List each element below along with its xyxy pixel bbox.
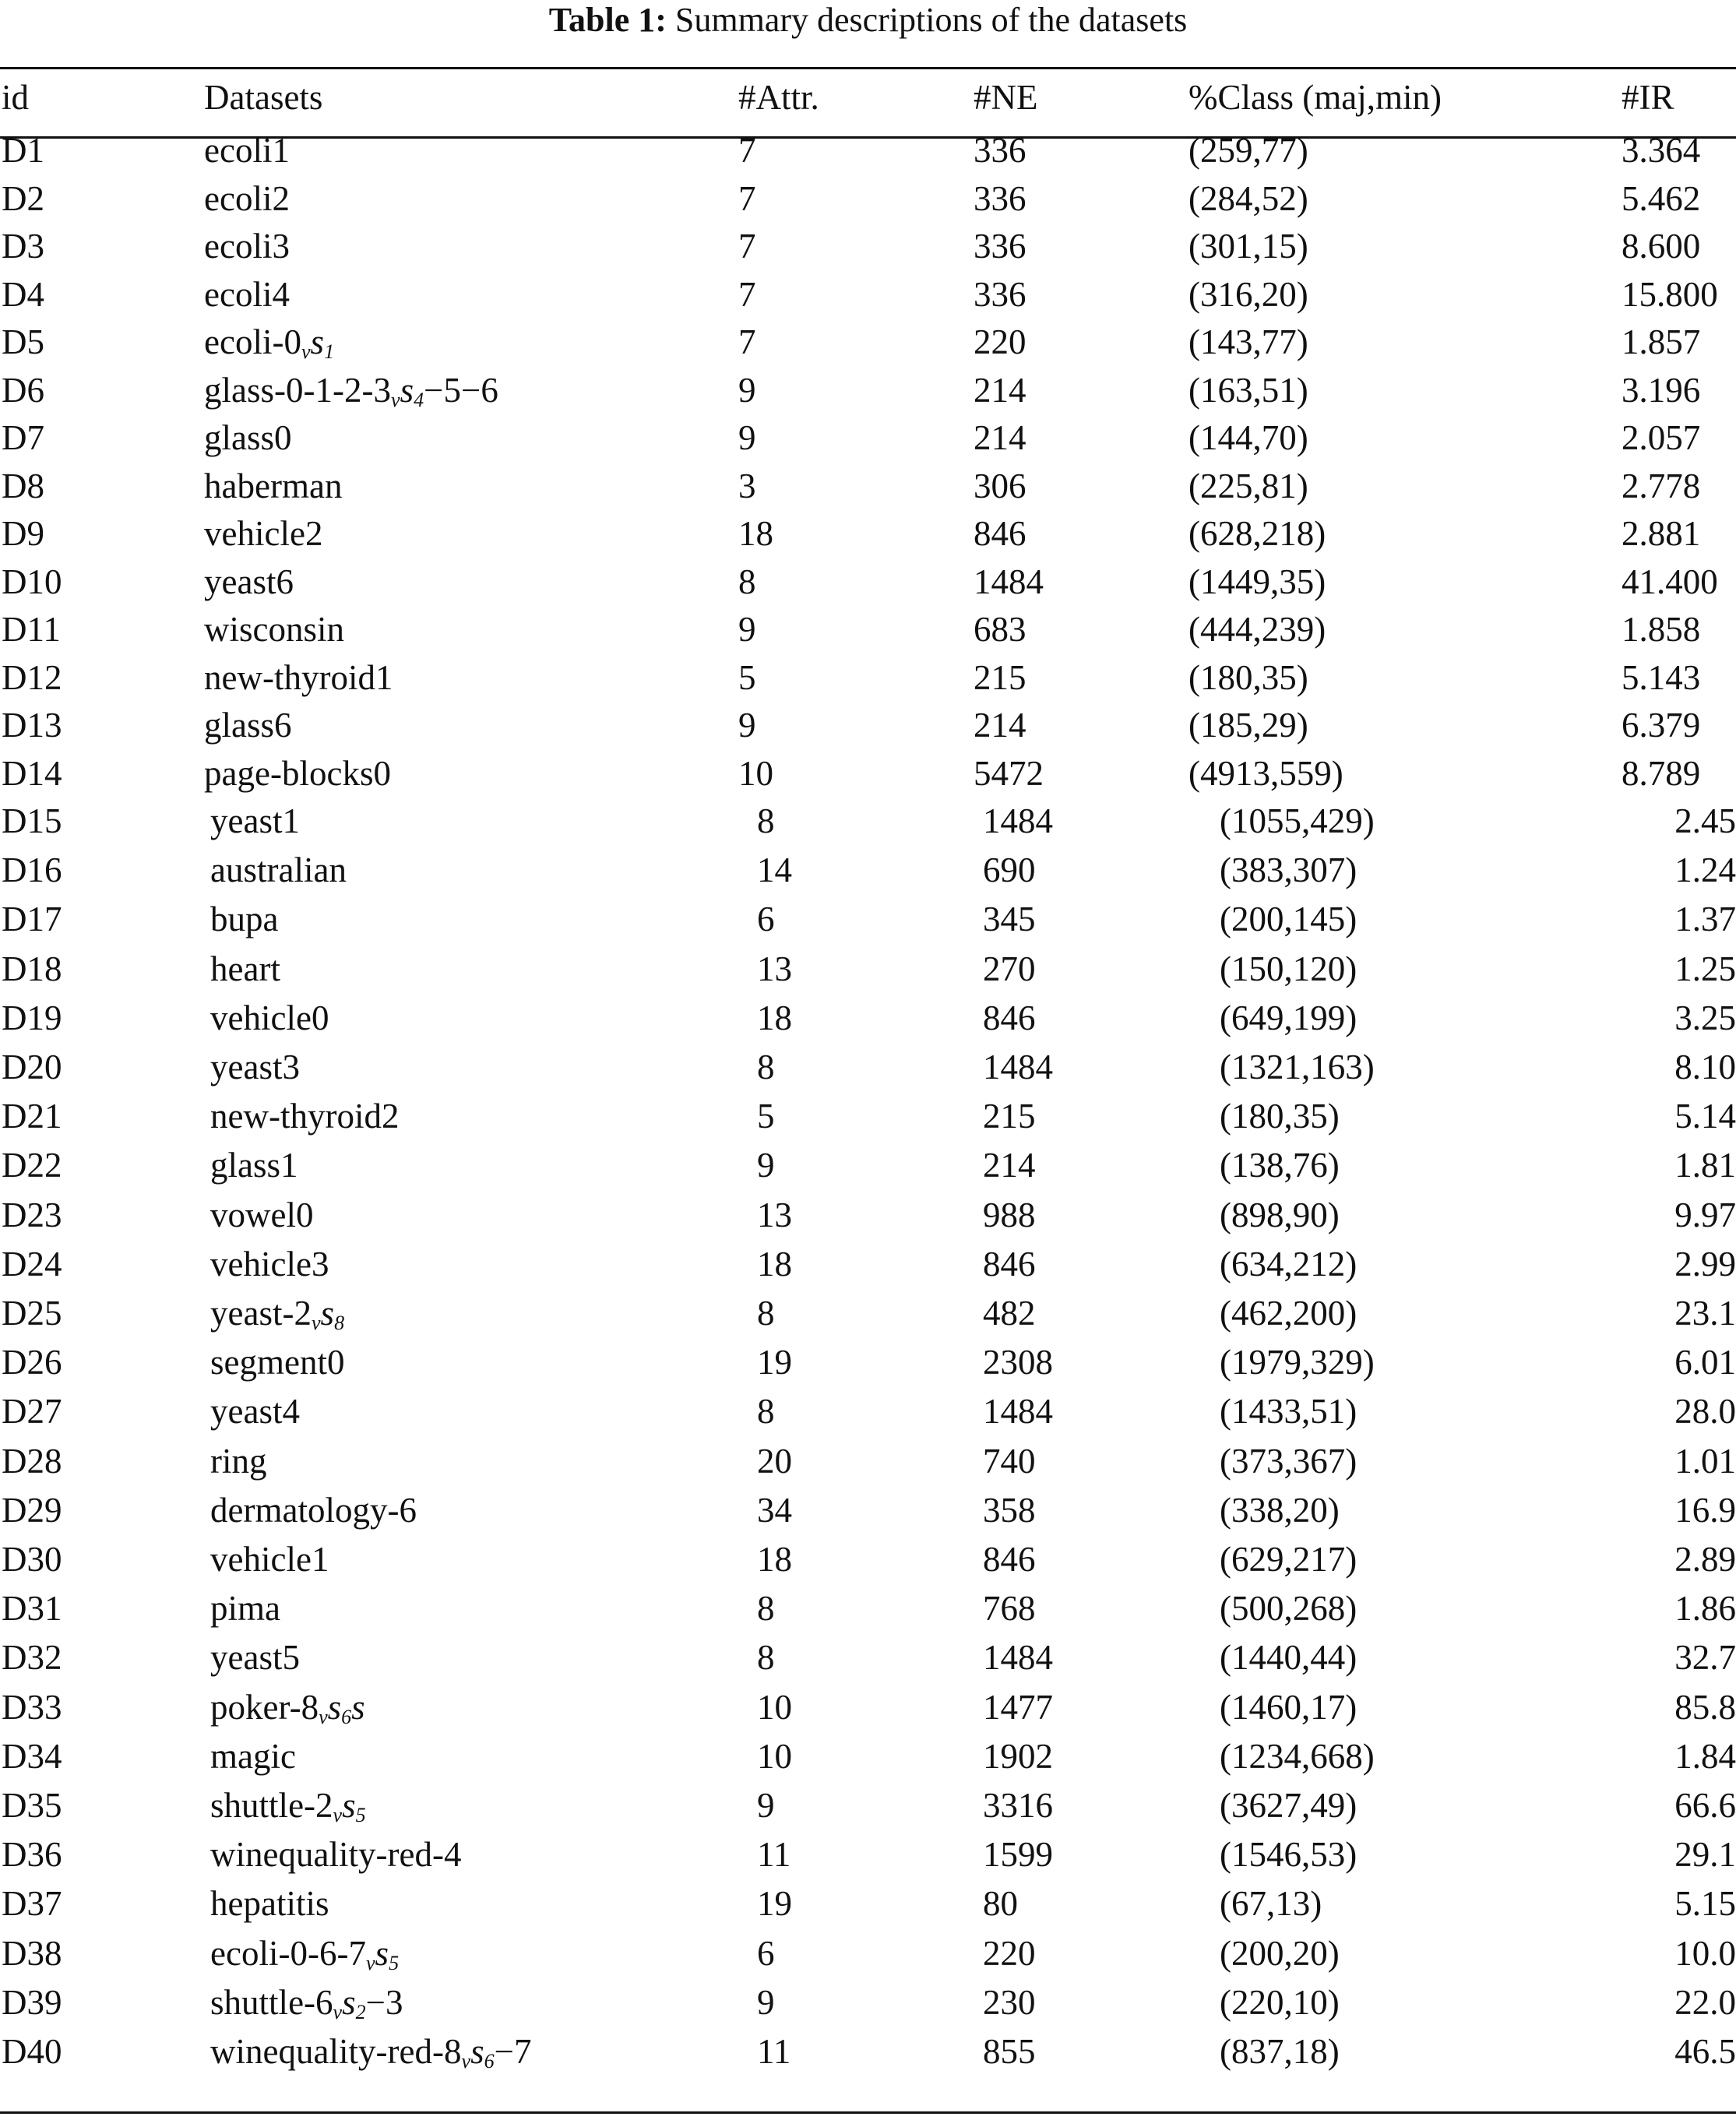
cell-class: (200,20) xyxy=(1220,1933,1340,1973)
header-class: %Class (maj,min) xyxy=(1188,78,1442,117)
cell-attr: 10 xyxy=(757,1736,792,1776)
cell-attr: 18 xyxy=(738,514,773,553)
cell-dataset: new-thyroid2 xyxy=(210,1097,400,1136)
cell-attr: 5 xyxy=(738,657,756,697)
cell-ir: 32.7 xyxy=(1674,1638,1736,1678)
cell-class: (1440,44) xyxy=(1220,1638,1357,1678)
cell-dataset: heart xyxy=(210,949,280,988)
cell-dataset: vehicle2 xyxy=(204,514,323,553)
cell-attr: 8 xyxy=(757,1638,775,1678)
cell-ne: 80 xyxy=(983,1884,1018,1924)
cell-ir: 9.97 xyxy=(1674,1195,1736,1234)
cell-id: D5 xyxy=(2,322,44,361)
cell-dataset: glass0 xyxy=(204,418,292,457)
cell-id: D30 xyxy=(2,1540,62,1579)
cell-attr: 9 xyxy=(738,418,756,457)
cell-attr: 18 xyxy=(757,1540,792,1579)
caption-text: Summary descriptions of the datasets xyxy=(674,1,1188,39)
cell-ne: 1484 xyxy=(983,1048,1053,1086)
cell-attr: 13 xyxy=(757,949,792,988)
table-row xyxy=(0,1732,1736,1780)
cell-class: (629,217) xyxy=(1220,1540,1357,1579)
cell-dataset: poker-$8_vs_6s$ xyxy=(210,1687,365,1728)
table-row xyxy=(0,1437,1736,1485)
cell-class: (837,18) xyxy=(1220,2032,1340,2071)
cell-ne: 683 xyxy=(974,610,1026,649)
cell-dataset: magic xyxy=(210,1736,296,1776)
cell-ne: 1484 xyxy=(983,1638,1053,1678)
cell-attr: 10 xyxy=(757,1687,792,1727)
cell-dataset: haberman xyxy=(204,466,343,505)
cell-ne: 1484 xyxy=(983,1392,1053,1432)
cell-dataset: page-blocks0 xyxy=(204,753,391,793)
cell-attr: 8 xyxy=(757,1392,775,1432)
cell-ne: 1484 xyxy=(983,801,1053,840)
cell-ir: 2.89 xyxy=(1674,1540,1736,1579)
cell-dataset: glass1 xyxy=(210,1146,298,1185)
cell-ir: 2.778 xyxy=(1622,466,1701,505)
cell-id: D23 xyxy=(2,1195,62,1234)
cell-ne: 846 xyxy=(974,514,1026,553)
cell-ir: 22.0 xyxy=(1674,1982,1736,2022)
cell-ne: 336 xyxy=(974,178,1026,218)
table-row xyxy=(0,1092,1736,1140)
cell-attr: 7 xyxy=(738,322,756,361)
cell-dataset: ecoli-$0_vs_1$ xyxy=(204,322,335,363)
cell-ir: 3.25 xyxy=(1674,998,1736,1037)
cell-id: D3 xyxy=(2,227,44,266)
cell-ir: 1.86 xyxy=(1674,1589,1736,1629)
table-row xyxy=(0,1387,1736,1435)
cell-ne: 214 xyxy=(974,706,1026,745)
cell-class: (1055,429) xyxy=(1220,801,1375,840)
table-row xyxy=(0,462,1736,510)
cell-ir: 23.1 xyxy=(1674,1294,1736,1333)
cell-attr: 7 xyxy=(738,227,756,266)
table-row xyxy=(0,1683,1736,1731)
cell-ir: 5.143 xyxy=(1622,657,1701,697)
cell-attr: 34 xyxy=(757,1490,792,1530)
cell-class: (634,212) xyxy=(1220,1244,1357,1284)
cell-class: (1460,17) xyxy=(1220,1687,1357,1727)
cell-ir: 16.9 xyxy=(1674,1490,1736,1530)
cell-attr: 7 xyxy=(738,274,756,314)
cell-ir: 5.15 xyxy=(1674,1884,1736,1924)
cell-dataset: vehicle3 xyxy=(210,1244,329,1284)
cell-ne: 846 xyxy=(983,1540,1036,1579)
cell-id: D7 xyxy=(2,418,44,457)
cell-class: (1234,668) xyxy=(1220,1736,1375,1776)
cell-ne: 2308 xyxy=(983,1343,1053,1382)
cell-dataset: glass-$0-1-2-3_vs_4-5-6$ xyxy=(204,370,498,411)
cell-ne: 336 xyxy=(974,227,1026,266)
cell-dataset: yeast3 xyxy=(210,1048,300,1086)
cell-id: D34 xyxy=(2,1736,62,1776)
cell-class: (383,307) xyxy=(1220,850,1357,890)
cell-attr: 19 xyxy=(757,1343,792,1382)
cell-id: D27 xyxy=(2,1392,62,1432)
table-header-row xyxy=(0,73,1736,121)
table-row xyxy=(0,1338,1736,1386)
cell-ne: 3316 xyxy=(983,1786,1053,1825)
cell-dataset: dermatology-6 xyxy=(210,1490,417,1530)
cell-id: D11 xyxy=(2,610,61,649)
cell-class: (1979,329) xyxy=(1220,1343,1375,1382)
cell-ne: 214 xyxy=(974,418,1026,457)
cell-dataset: ecoli2 xyxy=(204,178,290,218)
cell-ir: 1.81 xyxy=(1674,1146,1736,1185)
cell-attr: 8 xyxy=(757,1589,775,1629)
cell-dataset: yeast6 xyxy=(204,562,294,601)
table-row xyxy=(0,846,1736,894)
cell-class: (1433,51) xyxy=(1220,1392,1357,1432)
cell-id: D40 xyxy=(2,2032,62,2071)
cell-dataset: segment0 xyxy=(210,1343,345,1382)
cell-ne: 215 xyxy=(974,657,1026,697)
cell-dataset: shuttle-$2_vs_5$ xyxy=(210,1786,366,1826)
cell-ir: 2.99 xyxy=(1674,1244,1736,1284)
cell-class: (373,367) xyxy=(1220,1441,1357,1481)
cell-id: D18 xyxy=(2,949,62,988)
header-ne: #NE xyxy=(974,78,1038,117)
cell-id: D14 xyxy=(2,753,62,793)
cell-ir: 3.364 xyxy=(1622,131,1701,170)
cell-ne: 214 xyxy=(974,370,1026,410)
cell-id: D2 xyxy=(2,178,44,218)
cell-ir: 1.25 xyxy=(1674,949,1736,988)
cell-dataset: pima xyxy=(210,1589,281,1629)
table-row xyxy=(0,1584,1736,1632)
cell-class: (1546,53) xyxy=(1220,1835,1357,1875)
cell-id: D8 xyxy=(2,466,44,505)
cell-id: D28 xyxy=(2,1441,62,1481)
table-row xyxy=(0,366,1736,414)
cell-ir: 2.881 xyxy=(1622,514,1701,553)
table-row xyxy=(0,222,1736,270)
cell-attr: 11 xyxy=(757,2032,791,2071)
cell-class: (163,51) xyxy=(1188,370,1308,410)
cell-class: (316,20) xyxy=(1188,274,1308,314)
cell-class: (185,29) xyxy=(1188,706,1308,745)
cell-dataset: vehicle1 xyxy=(210,1540,329,1579)
cell-dataset: wisconsin xyxy=(204,610,345,649)
cell-id: D20 xyxy=(2,1048,62,1086)
table-row xyxy=(0,1929,1736,1977)
cell-ne: 358 xyxy=(983,1490,1036,1530)
cell-id: D1 xyxy=(2,131,44,170)
cell-ne: 336 xyxy=(974,274,1026,314)
cell-dataset: bupa xyxy=(210,900,279,939)
cell-ne: 306 xyxy=(974,466,1026,505)
cell-id: D37 xyxy=(2,1884,62,1924)
cell-dataset: glass6 xyxy=(204,706,292,745)
cell-dataset: ecoli3 xyxy=(204,227,290,266)
header-id: id xyxy=(2,78,30,117)
cell-attr: 18 xyxy=(757,1244,792,1284)
cell-class: (180,35) xyxy=(1220,1097,1340,1136)
cell-id: D38 xyxy=(2,1933,62,1973)
table-row xyxy=(0,1141,1736,1189)
cell-dataset: australian xyxy=(210,850,347,890)
cell-ne: 220 xyxy=(974,322,1026,361)
cell-class: (301,15) xyxy=(1188,227,1308,266)
table-row xyxy=(0,270,1736,319)
table-row xyxy=(0,653,1736,702)
cell-ne: 740 xyxy=(983,1441,1036,1481)
table-row xyxy=(0,2027,1736,2076)
cell-ne: 215 xyxy=(983,1097,1036,1136)
cell-class: (444,239) xyxy=(1188,610,1326,649)
cell-ne: 855 xyxy=(983,2032,1036,2071)
cell-ir: 2.057 xyxy=(1622,418,1701,457)
cell-ir: 10.0 xyxy=(1674,1933,1736,1973)
cell-id: D25 xyxy=(2,1294,62,1333)
table-row xyxy=(0,1879,1736,1928)
cell-id: D33 xyxy=(2,1687,62,1727)
cell-ir: 3.196 xyxy=(1622,370,1701,410)
cell-ir: 2.45 xyxy=(1674,801,1736,840)
table-row xyxy=(0,558,1736,606)
cell-class: (500,268) xyxy=(1220,1589,1357,1629)
table-row xyxy=(0,1978,1736,2027)
cell-attr: 20 xyxy=(757,1441,792,1481)
table-row xyxy=(0,174,1736,223)
header-attr: #Attr. xyxy=(738,78,819,117)
cell-dataset: ring xyxy=(210,1441,267,1481)
cell-ne: 482 xyxy=(983,1294,1036,1333)
cell-attr: 3 xyxy=(738,466,756,505)
cell-class: (67,13) xyxy=(1220,1884,1322,1924)
cell-dataset: ecoli1 xyxy=(204,131,290,170)
cell-dataset: yeast4 xyxy=(210,1392,300,1432)
caption-label: Table 1: xyxy=(548,1,667,39)
cell-dataset: yeast-$2_vs_8$ xyxy=(210,1294,345,1334)
cell-class: (628,218) xyxy=(1188,514,1326,553)
cell-class: (200,145) xyxy=(1220,900,1357,939)
cell-class: (180,35) xyxy=(1188,657,1308,697)
cell-dataset: ecoli4 xyxy=(204,274,290,314)
cell-attr: 8 xyxy=(757,801,775,840)
cell-id: D9 xyxy=(2,514,44,553)
cell-ir: 5.462 xyxy=(1622,178,1701,218)
cell-ne: 768 xyxy=(983,1589,1036,1629)
cell-ir: 1.858 xyxy=(1622,610,1701,649)
table-row xyxy=(0,414,1736,462)
cell-attr: 6 xyxy=(757,900,775,939)
cell-id: D32 xyxy=(2,1638,62,1678)
table-row xyxy=(0,701,1736,749)
table-row xyxy=(0,1191,1736,1239)
cell-ir: 6.379 xyxy=(1622,706,1701,745)
cell-attr: 19 xyxy=(757,1884,792,1924)
cell-dataset: new-thyroid1 xyxy=(204,657,393,697)
cell-id: D13 xyxy=(2,706,62,745)
cell-id: D39 xyxy=(2,1982,62,2022)
cell-dataset: winequality-$red-8_vs_6-7$ xyxy=(210,2032,532,2072)
cell-class: (3627,49) xyxy=(1220,1786,1357,1825)
cell-attr: 9 xyxy=(738,706,756,745)
cell-ir: 5.14 xyxy=(1674,1097,1736,1136)
cell-attr: 18 xyxy=(757,998,792,1037)
cell-ir: 8.789 xyxy=(1622,753,1701,793)
cell-id: D6 xyxy=(2,370,44,410)
table-row xyxy=(0,1535,1736,1583)
cell-dataset: shuttle-$6_vs_2-3$ xyxy=(210,1982,403,2023)
cell-class: (138,76) xyxy=(1220,1146,1340,1185)
cell-ir: 6.01 xyxy=(1674,1343,1736,1382)
cell-dataset: hepatitis xyxy=(210,1884,329,1924)
cell-attr: 13 xyxy=(757,1195,792,1234)
cell-attr: 9 xyxy=(757,1786,775,1825)
table-bottom-rule xyxy=(0,2111,1736,2114)
cell-id: D4 xyxy=(2,274,44,314)
cell-ir: 1.01 xyxy=(1674,1441,1736,1481)
cell-class: (1321,163) xyxy=(1220,1048,1375,1086)
cell-ir: 85.8 xyxy=(1674,1687,1736,1727)
cell-ne: 230 xyxy=(983,1982,1036,2022)
cell-attr: 9 xyxy=(738,610,756,649)
table-row xyxy=(0,1240,1736,1288)
cell-attr: 14 xyxy=(757,850,792,890)
cell-attr: 6 xyxy=(757,1933,775,1973)
cell-ne: 1599 xyxy=(983,1835,1053,1875)
cell-attr: 9 xyxy=(738,370,756,410)
cell-id: D36 xyxy=(2,1835,62,1875)
cell-ne: 345 xyxy=(983,900,1036,939)
cell-ne: 5472 xyxy=(974,753,1044,793)
cell-ne: 1902 xyxy=(983,1736,1053,1776)
table-row xyxy=(0,945,1736,993)
table-row xyxy=(0,126,1736,174)
cell-ir: 8.10 xyxy=(1674,1048,1736,1086)
cell-id: D12 xyxy=(2,657,62,697)
cell-class: (150,120) xyxy=(1220,949,1357,988)
cell-class: (225,81) xyxy=(1188,466,1308,505)
cell-class: (649,199) xyxy=(1220,998,1357,1037)
cell-ir: 1.37 xyxy=(1674,900,1736,939)
cell-ir: 46.5 xyxy=(1674,2032,1736,2071)
cell-id: D19 xyxy=(2,998,62,1037)
cell-id: D31 xyxy=(2,1589,62,1629)
cell-attr: 5 xyxy=(757,1097,775,1136)
cell-dataset: winequality-red-4 xyxy=(210,1835,462,1875)
cell-class: (220,10) xyxy=(1220,1982,1340,2022)
cell-attr: 10 xyxy=(738,753,773,793)
cell-attr: 9 xyxy=(757,1146,775,1185)
cell-id: D16 xyxy=(2,850,62,890)
cell-ne: 1477 xyxy=(983,1687,1053,1727)
cell-ne: 846 xyxy=(983,1244,1036,1284)
cell-ne: 690 xyxy=(983,850,1036,890)
cell-attr: 7 xyxy=(738,131,756,170)
cell-ir: 1.857 xyxy=(1622,322,1701,361)
cell-id: D29 xyxy=(2,1490,62,1530)
cell-ne: 1484 xyxy=(974,562,1044,601)
cell-class: (284,52) xyxy=(1188,178,1308,218)
table-row xyxy=(0,1289,1736,1337)
table-row xyxy=(0,1633,1736,1682)
cell-dataset: ecoli-$0-6-7_vs_5$ xyxy=(210,1933,400,1974)
cell-id: D22 xyxy=(2,1146,62,1185)
cell-class: (462,200) xyxy=(1220,1294,1357,1333)
cell-ir: 66.6 xyxy=(1674,1786,1736,1825)
cell-id: D21 xyxy=(2,1097,62,1136)
cell-id: D35 xyxy=(2,1786,62,1825)
cell-dataset: yeast1 xyxy=(210,801,300,840)
cell-ne: 336 xyxy=(974,131,1026,170)
table-row xyxy=(0,1486,1736,1534)
cell-class: (4913,559) xyxy=(1188,753,1343,793)
cell-ir: 8.600 xyxy=(1622,227,1701,266)
cell-class: (144,70) xyxy=(1188,418,1308,457)
table-row xyxy=(0,895,1736,943)
cell-class: (259,77) xyxy=(1188,131,1308,170)
cell-ir: 29.1 xyxy=(1674,1835,1736,1875)
table-row xyxy=(0,1043,1736,1091)
cell-class: (898,90) xyxy=(1220,1195,1340,1234)
cell-attr: 8 xyxy=(738,562,756,601)
cell-ir: 1.84 xyxy=(1674,1736,1736,1776)
cell-ne: 220 xyxy=(983,1933,1036,1973)
cell-ne: 846 xyxy=(983,998,1036,1037)
cell-ne: 214 xyxy=(983,1146,1036,1185)
header-ir: #IR xyxy=(1622,78,1674,117)
cell-dataset: vowel0 xyxy=(210,1195,314,1234)
table-row xyxy=(0,1781,1736,1829)
table-row xyxy=(0,318,1736,366)
cell-ir: 1.24 xyxy=(1674,850,1736,890)
cell-attr: 11 xyxy=(757,1835,791,1875)
table-row xyxy=(0,1830,1736,1879)
table-caption xyxy=(0,0,1736,40)
cell-attr: 8 xyxy=(757,1048,775,1086)
cell-id: D17 xyxy=(2,900,62,939)
cell-class: (143,77) xyxy=(1188,322,1308,361)
cell-ir: 28.0 xyxy=(1674,1392,1736,1432)
cell-dataset: yeast5 xyxy=(210,1638,300,1678)
cell-attr: 7 xyxy=(738,178,756,218)
table-row xyxy=(0,509,1736,558)
cell-ne: 988 xyxy=(983,1195,1036,1234)
cell-ir: 41.400 xyxy=(1622,562,1718,601)
table-row xyxy=(0,605,1736,653)
cell-attr: 9 xyxy=(757,1982,775,2022)
table-top-rule xyxy=(0,67,1736,69)
cell-id: D24 xyxy=(2,1244,62,1284)
cell-class: (1449,35) xyxy=(1188,562,1326,601)
table-row xyxy=(0,994,1736,1042)
cell-ne: 270 xyxy=(983,949,1036,988)
cell-id: D26 xyxy=(2,1343,62,1382)
table-row xyxy=(0,797,1736,845)
cell-ir: 15.800 xyxy=(1622,274,1718,314)
cell-id: D15 xyxy=(2,801,62,840)
cell-class: (338,20) xyxy=(1220,1490,1340,1530)
cell-dataset: vehicle0 xyxy=(210,998,329,1037)
header-datasets: Datasets xyxy=(204,78,323,117)
table-row xyxy=(0,749,1736,798)
cell-id: D10 xyxy=(2,562,62,601)
cell-attr: 8 xyxy=(757,1294,775,1333)
